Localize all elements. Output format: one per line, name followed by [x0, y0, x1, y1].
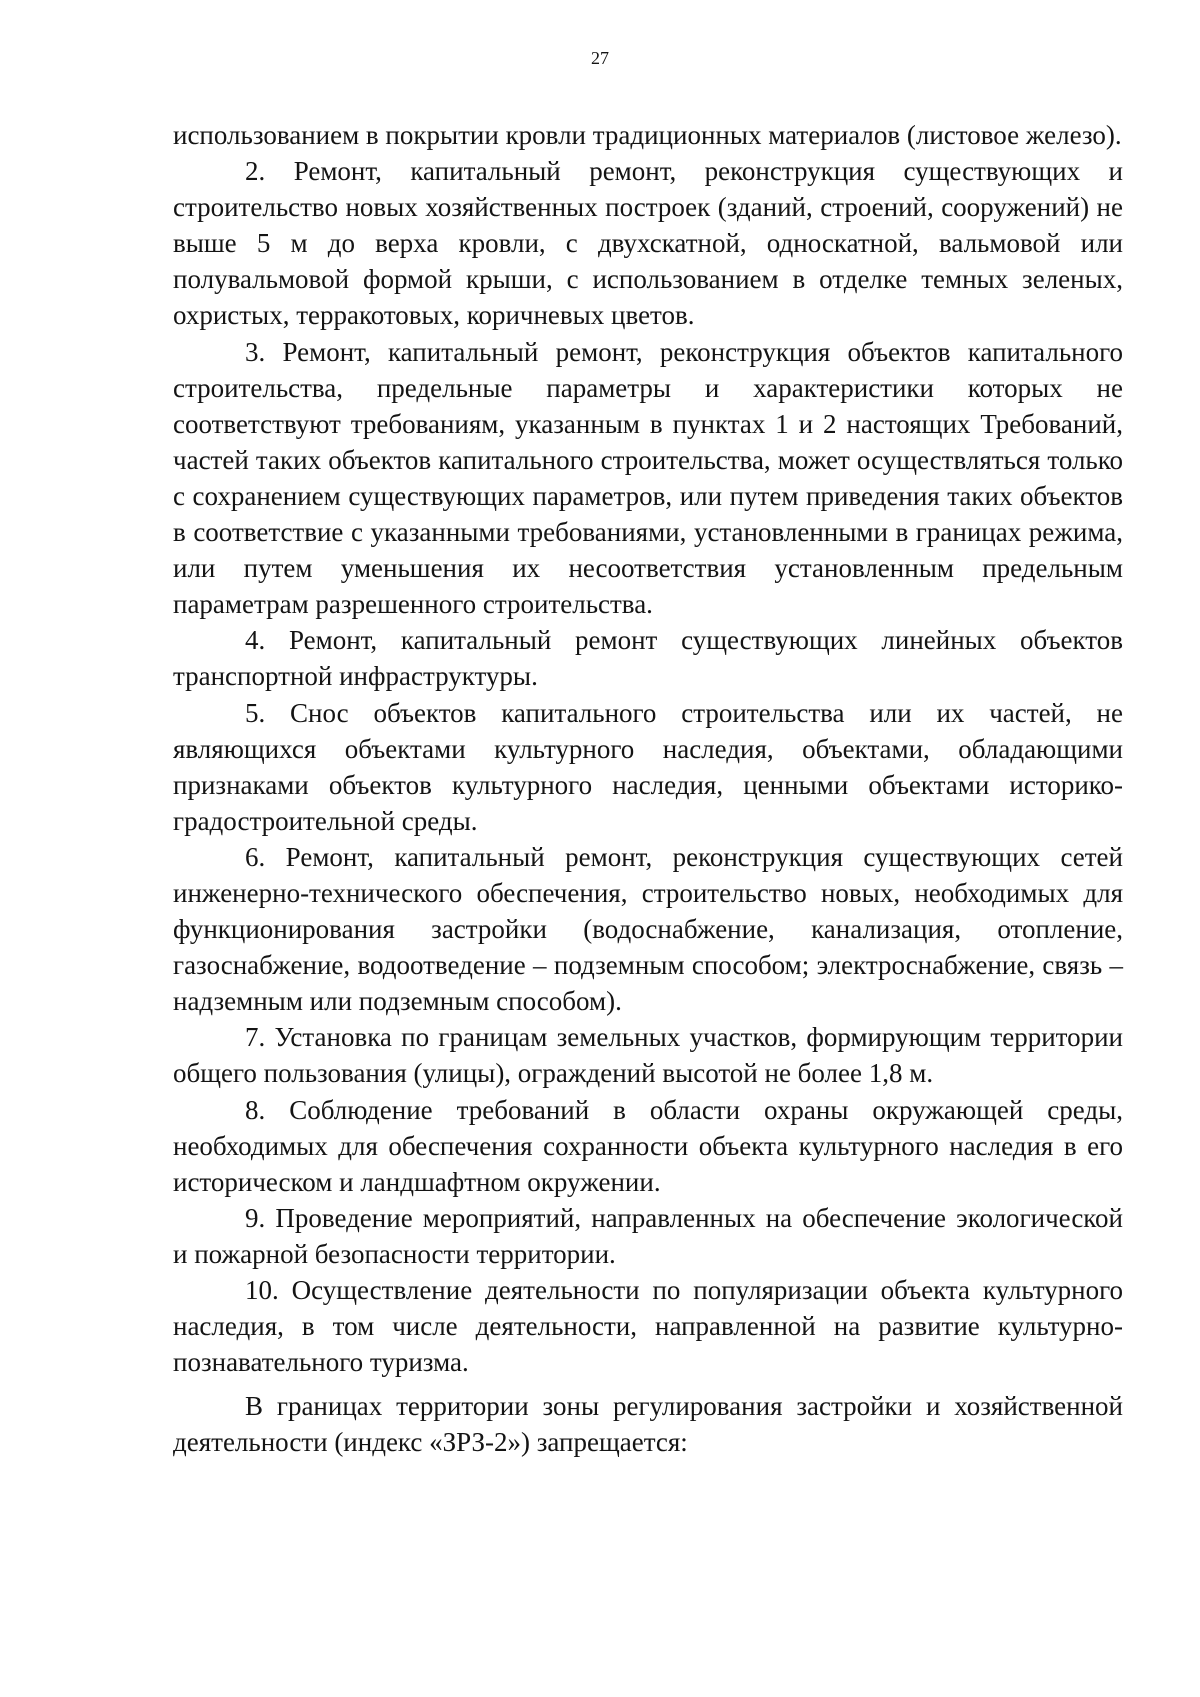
paragraph-item-6: 6. Ремонт, капитальный ремонт, реконструкция существующих сетей инженерно-технического обеспечения, строительство новых, необходимых для функционирования застройки (водоснабжение, канализация, отопление, газоснабжение, водоотведение – подземным способом; электроснабжение, связь – надземным или подземным способом). — [173, 841, 1123, 1017]
paragraph-continuation: использованием в покрытии кровли традиционных материалов (листовое железо). — [173, 120, 1122, 150]
paragraph-item-7: 7. Установка по границам земельных участков, формирующим территории общего пользования (улицы), ограждений высотой не более 1,8 м. — [173, 1022, 1123, 1089]
paragraph-item-10: 10. Осуществление деятельности по популяризации объекта культурного наследия, в том числе деятельности, направленной на развитие культурно-познавательного туризма. — [173, 1275, 1123, 1378]
paragraph-item-3: 3. Ремонт, капитальный ремонт, реконструкция объектов капитального строительства, предельные параметры и характеристики которых не соответствуют требованиям, указанным в пунктах 1 и 2 настоящих Требований, частей таких объектов капитального строительства, может осуществляться только с сохранением существующих параметров, или путем приведения таких объектов в соответствие с указанными требованиями, установленными в границах режима, или путем уменьшения их несоответствия установленным предельным параметрам разрешенного строительства. — [173, 336, 1123, 620]
paragraph-item-4: 4. Ремонт, капитальный ремонт существующих линейных объектов транспортной инфраструктуры. — [173, 625, 1123, 692]
document-body — [173, 117, 1123, 1460]
paragraph-item-5: 5. Снос объектов капитального строительства или их частей, не являющихся объектами культурного наследия, объектами, обладающими признаками объектов культурного наследия, ценными объектами историко-градостроительной среды. — [173, 697, 1123, 836]
paragraph-item-2: 2. Ремонт, капитальный ремонт, реконструкция существующих и строительство новых хозяйственных построек (зданий, строений, сооружений) не выше 5 м до верха кровли, с двухскатной, односкатной, вальмовой или полувальмовой формой крыши, с использованием в отделке темных зеленых, охристых, терракотовых, коричневых цветов. — [173, 156, 1123, 331]
paragraph-item-8: 8. Соблюдение требований в области охраны окружающей среды, необходимых для обеспечения сохранности объекта культурного наследия в его историческом и ландшафтном окружении. — [173, 1094, 1123, 1197]
paragraph-item-9: 9. Проведение мероприятий, направленных на обеспечение экологической и пожарной безопасности территории. — [173, 1202, 1123, 1269]
paragraph-zrz2-prohibitions-intro: В границах территории зоны регулирования застройки и хозяйственной деятельности (индекс «ЗРЗ-2») запрещается: — [173, 1391, 1123, 1458]
page-number: 27 — [591, 48, 609, 68]
